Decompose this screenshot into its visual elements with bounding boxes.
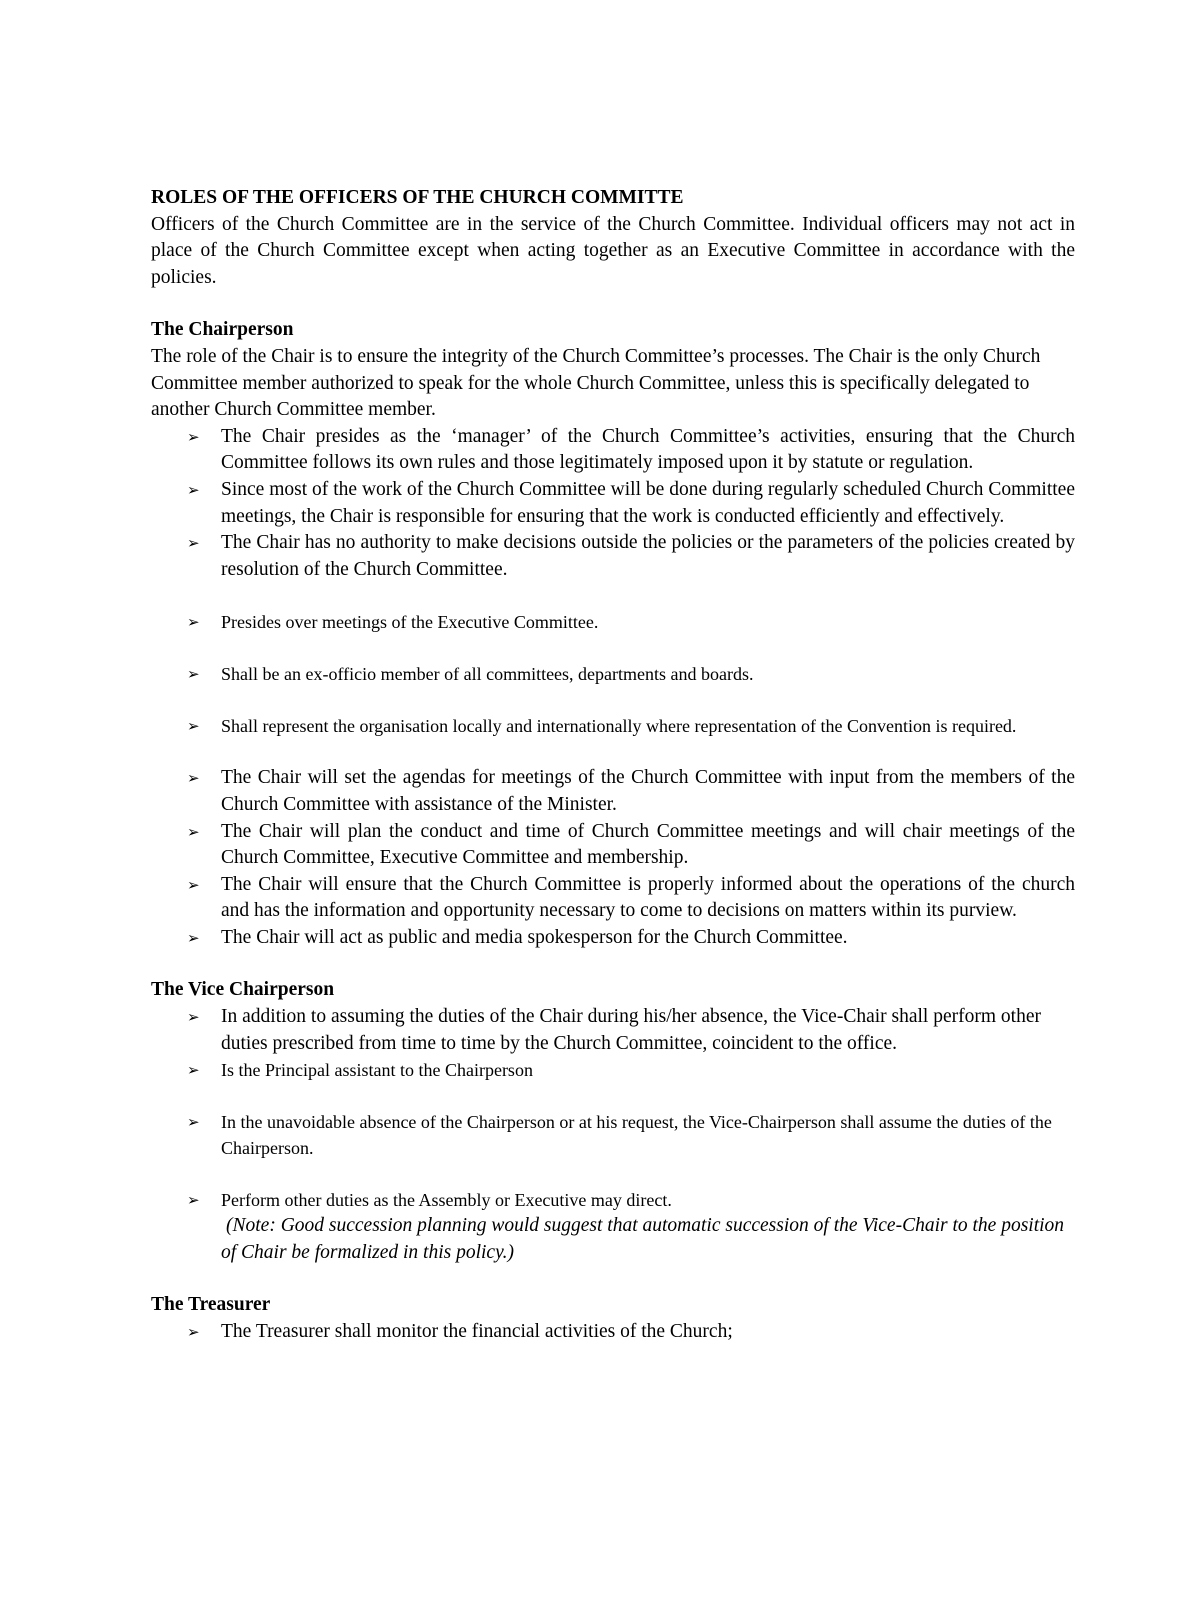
succession-note: (Note: Good succession planning would suggest that automatic succession of the Vice-Chair to the position of Chair be formalized in this policy.) (221, 1215, 1065, 1263)
arrow-bullet-icon: ➢ (187, 613, 200, 632)
chairperson-duties-list (151, 424, 1075, 952)
list-item (187, 819, 1075, 872)
arrow-bullet-icon: ➢ (187, 534, 200, 553)
list-item (187, 765, 1075, 818)
list-item-text: Is the Principal assistant to the Chairperson (221, 1060, 533, 1081)
spacer (151, 1266, 1075, 1292)
list-item (187, 925, 1075, 952)
list-item-text: The Chair has no authority to make decisions outside the policies or the parameters of the policies created by resolution of the Church Committee. (221, 532, 1075, 580)
spacer (151, 291, 1075, 317)
list-item (187, 609, 1075, 635)
intro-paragraph: Officers of the Church Committee are in the service of the Church Committee. Individual officers may not act in place of the Church Committee except when acting together as an Executive Committee in accordance with the policies. (151, 213, 1075, 288)
list-item (187, 477, 1075, 530)
arrow-bullet-icon: ➢ (187, 822, 200, 841)
list-item (187, 1109, 1075, 1161)
arrow-bullet-icon: ➢ (187, 1323, 200, 1342)
list-item-text: Shall represent the organisation locally and internationally where representation of the Convention is required. (221, 716, 1017, 737)
list-item-text: Perform other duties as the Assembly or Executive may direct. (221, 1190, 672, 1211)
list-item-text: The Chair will set the agendas for meetings of the Church Committee with input from the members of the Church Committee with assistance of the Minister. (221, 767, 1075, 815)
list-item (187, 1319, 1075, 1346)
list-item-text: The Chair will plan the conduct and time of Church Committee meetings and will chair meetings of the Church Committee, Executive Committee and membership. (221, 820, 1075, 869)
arrow-bullet-icon: ➢ (187, 928, 200, 947)
list-item-text: Presides over meetings of the Executive Committee. (221, 612, 599, 633)
list-item (187, 1004, 1075, 1057)
list-item (187, 424, 1075, 477)
list-item (187, 872, 1075, 925)
arrow-bullet-icon: ➢ (187, 1061, 200, 1080)
list-item-text: Shall be an ex-officio member of all committees, departments and boards. (221, 664, 754, 685)
list-item-text: Since most of the work of the Church Committee will be done during regularly scheduled Church Committee meetings, the Chair is responsible for ensuring that the work is conducted efficiently and effectively. (221, 478, 1075, 527)
list-item-text: In the unavoidable absence of the Chairperson or at his request, the Vice-Chairperson shall assume the duties of the Chairperson. (221, 1112, 1052, 1159)
arrow-bullet-icon: ➢ (187, 875, 200, 894)
arrow-bullet-icon: ➢ (187, 769, 200, 788)
section-heading-chairperson: The Chairperson (151, 319, 294, 341)
list-item (187, 530, 1075, 583)
list-item (187, 713, 1075, 739)
arrow-bullet-icon: ➢ (187, 1113, 200, 1132)
chairperson-intro: The role of the Chair is to ensure the integrity of the Church Committee’s processes. The Chair is the only Church Committee member authorized to speak for the whole Church Committee, unless this is specifically delegated to another Church Committee member. (151, 345, 1041, 421)
vice-chairperson-duties-list (151, 1004, 1075, 1213)
arrow-bullet-icon: ➢ (187, 1008, 200, 1027)
list-item-text: The Chair presides as the ‘manager’ of the Church Committee’s activities, ensuring that the Church Committee follows its own rules and those legitimately imposed upon it by statute or regulation. (221, 425, 1075, 474)
list-item-text: In addition to assuming the duties of the Chair during his/her absence, the Vice-Chair shall perform other duties prescribed from time to time by the Church Committee, coincident to the office. (221, 1006, 1041, 1054)
arrow-bullet-icon: ➢ (187, 717, 200, 736)
arrow-bullet-icon: ➢ (187, 665, 200, 684)
document-title: ROLES OF THE OFFICERS OF THE CHURCH COMMITTE (151, 187, 684, 208)
spacer (151, 951, 1075, 977)
list-item-text: The Chair will act as public and media spokesperson for the Church Committee. (221, 926, 848, 948)
arrow-bullet-icon: ➢ (187, 1191, 200, 1210)
list-item (187, 1057, 1075, 1083)
list-item (187, 661, 1075, 687)
section-heading-vice-chairperson: The Vice Chairperson (151, 979, 335, 1001)
treasurer-duties-list (151, 1319, 1075, 1346)
list-item (187, 1187, 1075, 1213)
arrow-bullet-icon: ➢ (187, 480, 200, 499)
list-item-text: The Treasurer shall monitor the financial activities of the Church; (221, 1321, 733, 1343)
document-body (151, 185, 1075, 1346)
list-item-text: The Chair will ensure that the Church Committee is properly informed about the operations of the church and has the information and opportunity necessary to come to decisions on matters within its purview. (221, 873, 1075, 922)
section-heading-treasurer: The Treasurer (151, 1294, 271, 1316)
arrow-bullet-icon: ➢ (187, 427, 200, 446)
